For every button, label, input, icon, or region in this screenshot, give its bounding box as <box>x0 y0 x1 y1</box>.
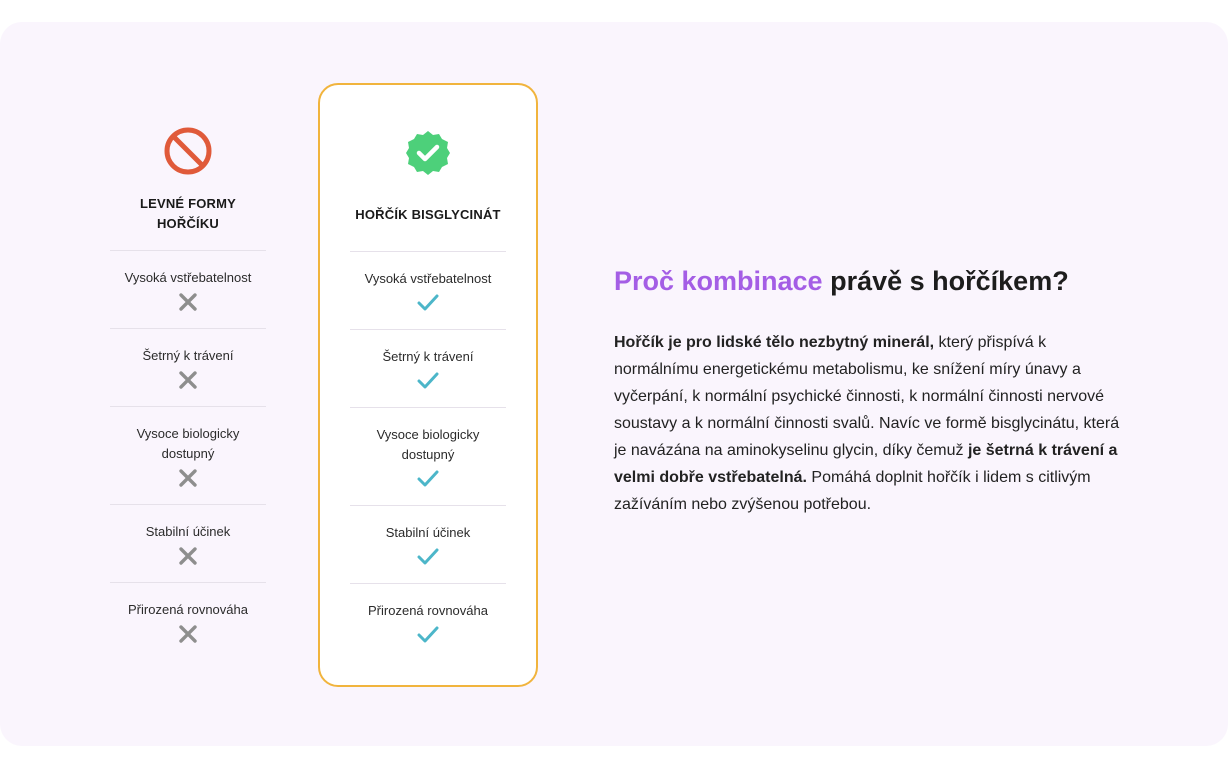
cheap-title-line2: HOŘČÍKU <box>156 216 220 231</box>
comparison-row <box>110 406 266 504</box>
cross-icon <box>178 624 198 644</box>
row-label: Šetrný k trávení <box>142 348 234 363</box>
section-paragraph <box>614 329 1124 518</box>
comparison-row <box>350 407 506 505</box>
row-label-line2: dostupný <box>401 447 455 462</box>
paragraph-bold-2: je šetrná k trávení a velmi dobře vstřebatelná. <box>614 442 1118 486</box>
cross-icon <box>178 468 198 488</box>
headline-rest: právě s hořčíkem? <box>822 266 1069 296</box>
check-icon <box>417 293 439 313</box>
row-label: Přirozená rovnováha <box>368 603 488 618</box>
comparison-row <box>110 582 266 660</box>
check-icon <box>417 547 439 567</box>
comparison-row <box>350 583 506 661</box>
comparison-row <box>110 250 266 328</box>
paragraph-text-2: Pomáhá doplnit hořčík i lidem s citlivým zažíváním nebo zvýšenou potřebou. <box>614 469 1091 513</box>
cheap-forms-column <box>80 94 296 706</box>
check-icon <box>417 625 439 645</box>
headline-accent: Proč kombinace <box>614 266 823 296</box>
bisglycinate-title: HOŘČÍK BISGLYCINÁT <box>355 207 501 222</box>
row-label: Vysoce biologicky <box>376 427 480 442</box>
paragraph-bold-1: Hořčík je pro lidské tělo nezbytný minerál, <box>614 334 935 351</box>
comparison-panel <box>0 22 1228 746</box>
comparison-row <box>110 328 266 406</box>
check-icon <box>417 469 439 489</box>
bisglycinate-rows <box>350 251 506 661</box>
comparison-row <box>350 505 506 583</box>
row-label: Vysoká vstřebatelnost <box>124 270 252 285</box>
row-label: Šetrný k trávení <box>382 349 474 364</box>
prohibited-icon <box>163 126 213 176</box>
row-label: Přirozená rovnováha <box>128 602 248 617</box>
verified-badge-icon <box>404 129 452 177</box>
paragraph-text-1: který přispívá k normálnímu energetickému metabolismu, ke snížení míry únavy a vyčerpání, k normální psychické činnosti, k normální činnosti nervové soustavy a k normální činnosti svalů. Navíc ve formě bisglycinátu, která je navázána na aminokyselinu glycin, díky čemuž <box>614 334 1120 459</box>
cheap-forms-title <box>80 194 296 234</box>
bisglycinate-column <box>318 83 538 687</box>
cheap-title-line1: LEVNÉ FORMY <box>139 196 237 211</box>
comparison-row <box>110 504 266 582</box>
row-label: Vysoká vstřebatelnost <box>364 271 492 286</box>
row-label: Stabilní účinek <box>145 524 231 539</box>
row-label-line2: dostupný <box>161 446 215 461</box>
row-label: Vysoce biologicky <box>136 426 240 441</box>
cheap-rows <box>110 250 266 660</box>
check-icon <box>417 371 439 391</box>
cross-icon <box>178 292 198 312</box>
comparison-row <box>350 251 506 329</box>
section-headline <box>614 262 1174 300</box>
cross-icon <box>178 546 198 566</box>
cross-icon <box>178 370 198 390</box>
comparison-row <box>350 329 506 407</box>
row-label: Stabilní účinek <box>385 525 471 540</box>
